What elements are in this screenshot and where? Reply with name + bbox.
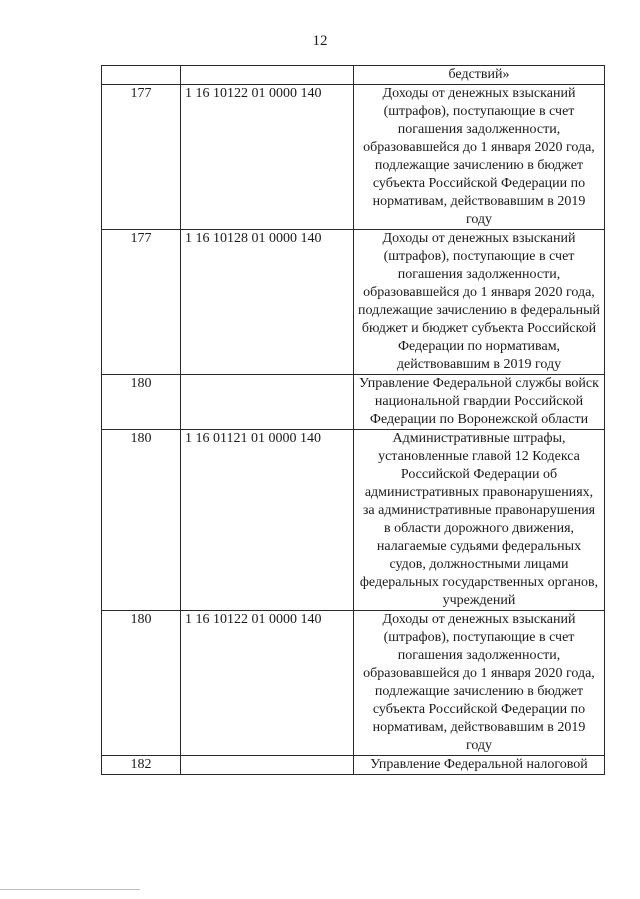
admin-code-cell: 177 xyxy=(102,230,181,375)
revenue-name-cell: Доходы от денежных взысканий (штрафов), поступающие в счет погашения задолженности, образовавшейся до 1 января 2020 года, подлежащие зачислению в федеральный бюджет и бюджет субъекта Российской Федерации по нормативам, действовавшим в 2019 году xyxy=(354,230,605,375)
revenue-code-cell: 1 16 10122 01 0000 140 xyxy=(181,611,354,756)
table-row xyxy=(102,611,605,756)
revenue-name-cell: Административные штрафы, установленные главой 12 Кодекса Российской Федерации об административных правонарушениях, за административные правонарушения в области дорожного движения, налагаемые судьями федеральных судов, должностными лицами федеральных государственных органов, учреждений xyxy=(354,430,605,611)
admin-code-cell: 180 xyxy=(102,375,181,430)
admin-code-cell: 180 xyxy=(102,611,181,756)
admin-code-cell: 180 xyxy=(102,430,181,611)
budget-revenue-table xyxy=(101,65,605,775)
revenue-code-cell: 1 16 10122 01 0000 140 xyxy=(181,85,354,230)
revenue-code-cell: 1 16 01121 01 0000 140 xyxy=(181,430,354,611)
revenue-name-cell: бедствий» xyxy=(354,66,605,85)
revenue-code-cell: 1 16 10128 01 0000 140 xyxy=(181,230,354,375)
table-row xyxy=(102,85,605,230)
page-number: 12 xyxy=(312,33,328,49)
table-row xyxy=(102,375,605,430)
revenue-name-cell: Управление Федеральной службы войск национальной гвардии Российской Федерации по Воронежской области xyxy=(354,375,605,430)
table-row xyxy=(102,66,605,85)
table-row xyxy=(102,230,605,375)
table-row xyxy=(102,756,605,775)
admin-code-cell: 182 xyxy=(102,756,181,775)
table-row xyxy=(102,430,605,611)
revenue-code-cell xyxy=(181,66,354,85)
revenue-name-cell: Доходы от денежных взысканий (штрафов), поступающие в счет погашения задолженности, образовавшейся до 1 января 2020 года, подлежащие зачислению в бюджет субъекта Российской Федерации по нормативам, действовавшим в 2019 году xyxy=(354,85,605,230)
revenue-name-cell: Доходы от денежных взысканий (штрафов), поступающие в счет погашения задолженности, образовавшейся до 1 января 2020 года, подлежащие зачислению в бюджет субъекта Российской Федерации по нормативам, действовавшим в 2019 году xyxy=(354,611,605,756)
revenue-code-cell xyxy=(181,375,354,430)
revenue-name-cell: Управление Федеральной налоговой xyxy=(354,756,605,775)
revenue-code-cell xyxy=(181,756,354,775)
admin-code-cell: 177 xyxy=(102,85,181,230)
admin-code-cell xyxy=(102,66,181,85)
footnote-divider xyxy=(0,889,140,890)
